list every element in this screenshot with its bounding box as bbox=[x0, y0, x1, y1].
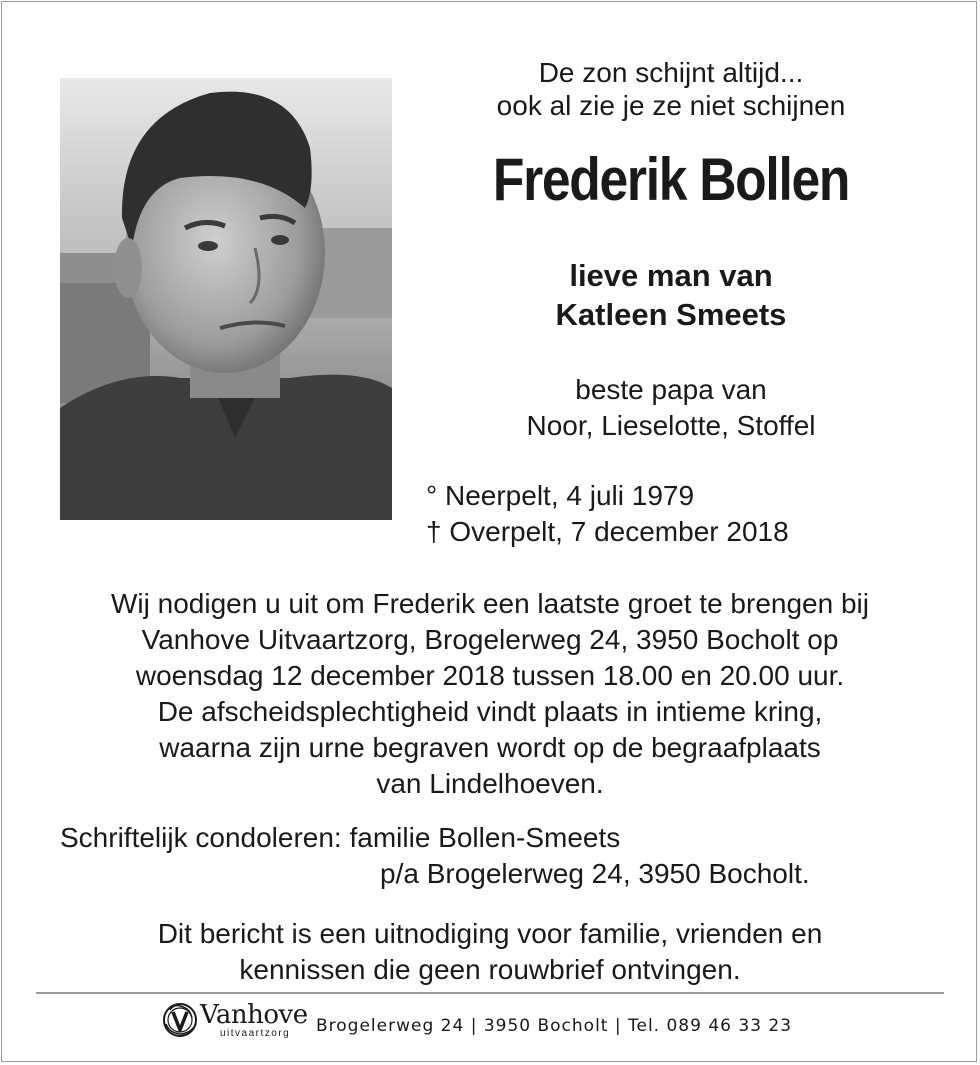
vanhove-logo-icon bbox=[160, 1000, 202, 1045]
birth-text: Neerpelt, 4 juli 1979 bbox=[444, 480, 695, 511]
dates-block bbox=[426, 478, 789, 550]
death-line bbox=[426, 514, 789, 550]
children-block bbox=[440, 372, 902, 444]
motto-line-2: ook al zie je ze niet schijnen bbox=[496, 90, 846, 121]
invitation-line: van Lindelhoeven. bbox=[376, 768, 604, 799]
spouse-line-1: lieve man van bbox=[569, 258, 773, 293]
invitation-line: woensdag 12 december 2018 tussen 18.00 en 20.00 uur. bbox=[135, 660, 845, 691]
notice-text bbox=[40, 916, 940, 988]
condolence-line-1: Schriftelijk condoleren: familie Bollen-Smeets bbox=[60, 822, 621, 853]
logo-subtitle: uitvaartzorg bbox=[220, 1028, 291, 1039]
spouse-block bbox=[440, 256, 902, 334]
birth-line bbox=[426, 478, 789, 514]
invitation-line: waarna zijn urne begraven wordt op de begraafplaats bbox=[159, 732, 821, 763]
notice-line-1: Dit bericht is een uitnodiging voor familie, vrienden en bbox=[157, 918, 823, 949]
motto-line-1: De zon schijnt altijd... bbox=[538, 57, 804, 88]
invitation-line: De afscheidsplechtigheid vindt plaats in intieme kring, bbox=[157, 696, 823, 727]
deceased-name: Frederik Bollen bbox=[492, 146, 850, 213]
invitation-line: Vanhove Uitvaartzorg, Brogelerweg 24, 3950 Bocholt op bbox=[141, 624, 839, 655]
motto bbox=[440, 56, 902, 122]
logo-name: Vanhove bbox=[200, 1000, 308, 1030]
condolence-address: p/a Brogelerweg 24, 3950 Bocholt. bbox=[380, 858, 810, 889]
notice-line-2: kennissen die geen rouwbrief ontvingen. bbox=[239, 954, 741, 985]
death-symbol: † bbox=[426, 516, 442, 547]
portrait-photo bbox=[60, 78, 392, 520]
condolence-block bbox=[60, 820, 810, 889]
birth-symbol: ° bbox=[426, 480, 438, 511]
footer-address: Brogelerweg 24 | 3950 Bocholt | Tel. 089 46 33 23 bbox=[316, 1016, 793, 1036]
invitation-text bbox=[40, 586, 940, 802]
children-names: Noor, Lieselotte, Stoffel bbox=[526, 410, 816, 441]
footer-divider bbox=[36, 992, 944, 994]
children-line-1: beste papa van bbox=[575, 374, 767, 405]
death-text: Overpelt, 7 december 2018 bbox=[449, 516, 789, 547]
spouse-name: Katleen Smeets bbox=[555, 297, 787, 332]
invitation-line: Wij nodigen u uit om Frederik een laatste groet te brengen bij bbox=[111, 588, 869, 619]
